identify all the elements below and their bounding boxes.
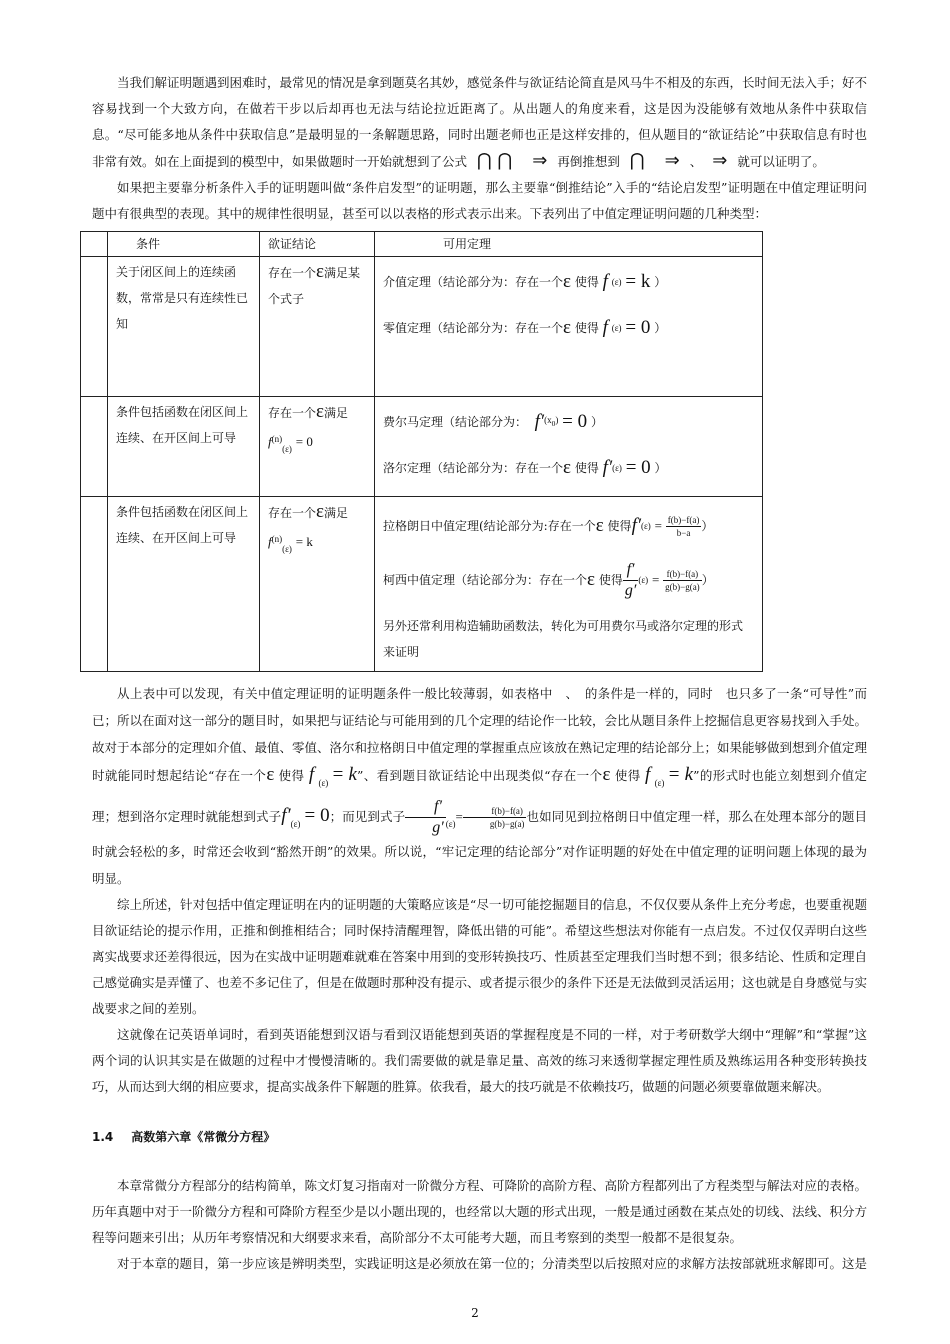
section-heading: 1.4 高数第六章《常微分方程》 [92, 1130, 276, 1144]
cauchy-fraction: $\frac{f(b)-f(a)}{g(b)-g(a)}$ [665, 568, 700, 592]
intersection-symbol: ⋂ ⋂ [477, 150, 513, 171]
paragraph-1: 当我们解证明题遇到困难时，最常见的情况是拿到题莫名其妙，感觉条件与欲证结论简直是风马牛不相及的东西，长时间无法入手；好不容易找到一个大致方向，在做若干步以后却再也无法与结论拉近距离了。从出题人的角度来看，这是因为没能够有效地从条件中获取信息。“尽可能多地从条件中获取信息”是最明显的一条解题思路，同时出题老师也正是这样安排的，但从题目的“欲证结论”中获取信息有时也非常有效。如在上面提到的模型中，如果做题时一开始就想到了公式 ⋂ ⋂ ⇒ 再倒推想到 ⋂ ⇒ 、 ⇒ 就可以证明了。 [92, 75, 868, 171]
row3-conclusion: 存在一个ε满足 $f^{(n)}_{(\varepsilon)} = k$ [260, 497, 375, 672]
header-conclusion: 欲证结论 [260, 232, 375, 257]
theorem-lagrange: 拉格朗日中值定理(结论部分为:存在一个 ε 使得 f′ (ε) = $\frac{f(b)-f(a)}{b-a}$ ） [383, 514, 714, 538]
row1-condition: 关于闭区间上的连续函数，常常是只有连续性已知 [108, 257, 260, 397]
row3-condition: 条件包括函数在闭区间上连续、在开区间上可导 [108, 497, 260, 672]
theorem-fermat: 费尔马定理（结论部分为： f′ $(x_0)$ = 0 ） [383, 411, 603, 432]
paragraph-3: 从上表中可以发现，有关中值定理证明的证明题条件一般比较薄弱，如表格中 、 的条件是一样的，同时 也只多了一条“可导性”而已；所以在面对这一部分的题目时，如果把与证结论与可能用到的几个定理的结论作一比较，会比从题目条件上挖掘信息更容易找到入手处。故对于本部分的定理如介值、最值、零值、洛尔和拉格朗日中值定理的掌握重点应该放在熟记定理的结论部分上；如果能够做到想到介值定理时就能同时想起结论“存在一个ε 使得 f $_{(\varepsilon)}$ = k”、看到题目欲证结论中出现类似“存在一个ε 使得 f $_{(\varepsilon)}$ = k”的形式时也能立刻想到介值定理；想到洛尔定理时就能想到式子$f'_{(\varepsilon)} = 0$；而见到式子 $\frac{f'}{g'}$ $_{(\varepsilon)}$= $\frac{f(b)-f(a)}{g(b)-g(a)}$ 也如同见到拉格朗日中值定理一样，那么在处理本部分的题目时就会轻松的多，时常还会收到“豁然开朗”的效果。所以说，“牢记定理的结论部分”对作证明题的好处在中值定理的证明问题上体现的最为明显。 [92, 686, 868, 886]
table-row [81, 257, 763, 397]
paragraph-6: 本章常微分方程部分的结构简单，陈文灯复习指南对一阶微分方程、可降阶的高阶方程、高阶方程都列出了方程类型与解法对应的表格。历年真题中对于一阶微分方程和可降阶方程至少是以小题出现的，也经常以大题的形式出现，一般是通过函数在某点处的切线、法线、积分方程等问题来引出；从历年考察情况和大纲要求来看，高阶部分不太可能考大题，而且考察到的类型一般都不是很复杂。 [92, 1178, 868, 1245]
page-number: 2 [471, 1306, 479, 1320]
intersection-symbol-2: ⋂ [629, 150, 645, 171]
document-page [92, 70, 867, 1277]
mean-value-theorem-table [80, 231, 763, 672]
row1-conclusion: 存在一个ε满足某个式子 [260, 257, 375, 397]
row3-theorems [375, 497, 763, 672]
lagrange-fraction: $\frac{f(b)-f(a)}{b-a}$ [667, 514, 700, 538]
row2-conclusion: 存在一个ε满足 $f^{(n)}_{(\varepsilon)} = 0$ [260, 397, 375, 497]
table-row [81, 397, 763, 497]
header-condition: 条件 [136, 237, 161, 251]
row2-condition: 条件包括函数在闭区间上连续、在开区间上可导 [108, 397, 260, 497]
table-header-row [81, 232, 763, 257]
paragraph-2: 如果把主要靠分析条件入手的证明题叫做“条件启发型”的证明题，那么主要靠“倒推结论”入手的“结论启发型”证明题在中值定理证明问题中有很典型的表现。其中的规律性很明显，甚至可以以表格的形式表示出来。下表列出了中值定理证明问题的几种类型： [92, 180, 867, 221]
table-row [81, 497, 763, 672]
paragraph-4: 综上所述，针对包括中值定理证明在内的证明题的大策略应该是“尽一切可能挖掘题目的信息，不仅仅要从条件上充分考虑，也要重视题目欲证结论的提示作用，正推和倒推相结合；同时保持清醒理智，降低出错的可能”。希望这些想法对你能有一点启发。不过仅仅弄明白这些离实战要求还差得很远，因为在实战中证明题难就难在答案中用到的变形转换技巧、性质甚至定理我们当时想不到；很多结论、性质和定理自己感觉确实是弄懂了、也差不多记住了，但是在做题时那种没有提示、或者提示很少的条件下还是无法做到灵活运用；这也就是自身感觉与实战要求之间的差别。 [92, 897, 868, 1016]
auxiliary-function-note: 另外还常利用构造辅助函数法，转化为可用费尔马或洛尔定理的形式来证明 [383, 619, 744, 659]
implies-arrow-3: ⇒ [712, 150, 728, 171]
theorem-intermediate-value: 介值定理（结论部分为：存在一个 ε 使得 f (ε) = k ） [383, 271, 667, 292]
header-theorem: 可用定理 [443, 237, 492, 251]
theorem-rolle: 洛尔定理（结论部分为：存在一个 ε 使得 f′ (ε) = 0 ） [383, 457, 667, 478]
row2-theorems [375, 397, 763, 497]
implies-arrow: ⇒ [532, 150, 548, 171]
paragraph-5: 这就像在记英语单词时，看到英语能想到汉语与看到汉语能想到英语的掌握程度是不同的一样，对于考研数学大纲中“理解”和“掌握”这两个词的认识其实是在做题的过程中才慢慢清晰的。我们需要做的就是靠足量、高效的练习来透彻掌握定理性质及熟练运用各种变形转换技巧，从而达到大纲的相应要求，提高实战条件下解题的胜算。依我看，最大的技巧就是不依赖技巧，做题的问题必须要靠做题来解决。 [92, 1027, 867, 1094]
paragraph-7: 对于本章的题目，第一步应该是辨明类型，实践证明这是必须放在第一位的；分清类型以后按照对应的求解方法按部就班求解即可。这是 [117, 1256, 868, 1271]
implies-arrow-2: ⇒ [664, 150, 680, 171]
theorem-cauchy: 柯西中值定理（结论部分为：存在一个 ε 使得 $\frac{f'}{g'}$ (ε) = $\frac{f(b)-f(a)}{g(b)-g(a)}$ ） [383, 560, 714, 599]
theorem-zero-value: 零值定理（结论部分为：存在一个 ε 使得 f (ε) = 0 ） [383, 317, 667, 338]
row1-theorems [375, 257, 763, 397]
